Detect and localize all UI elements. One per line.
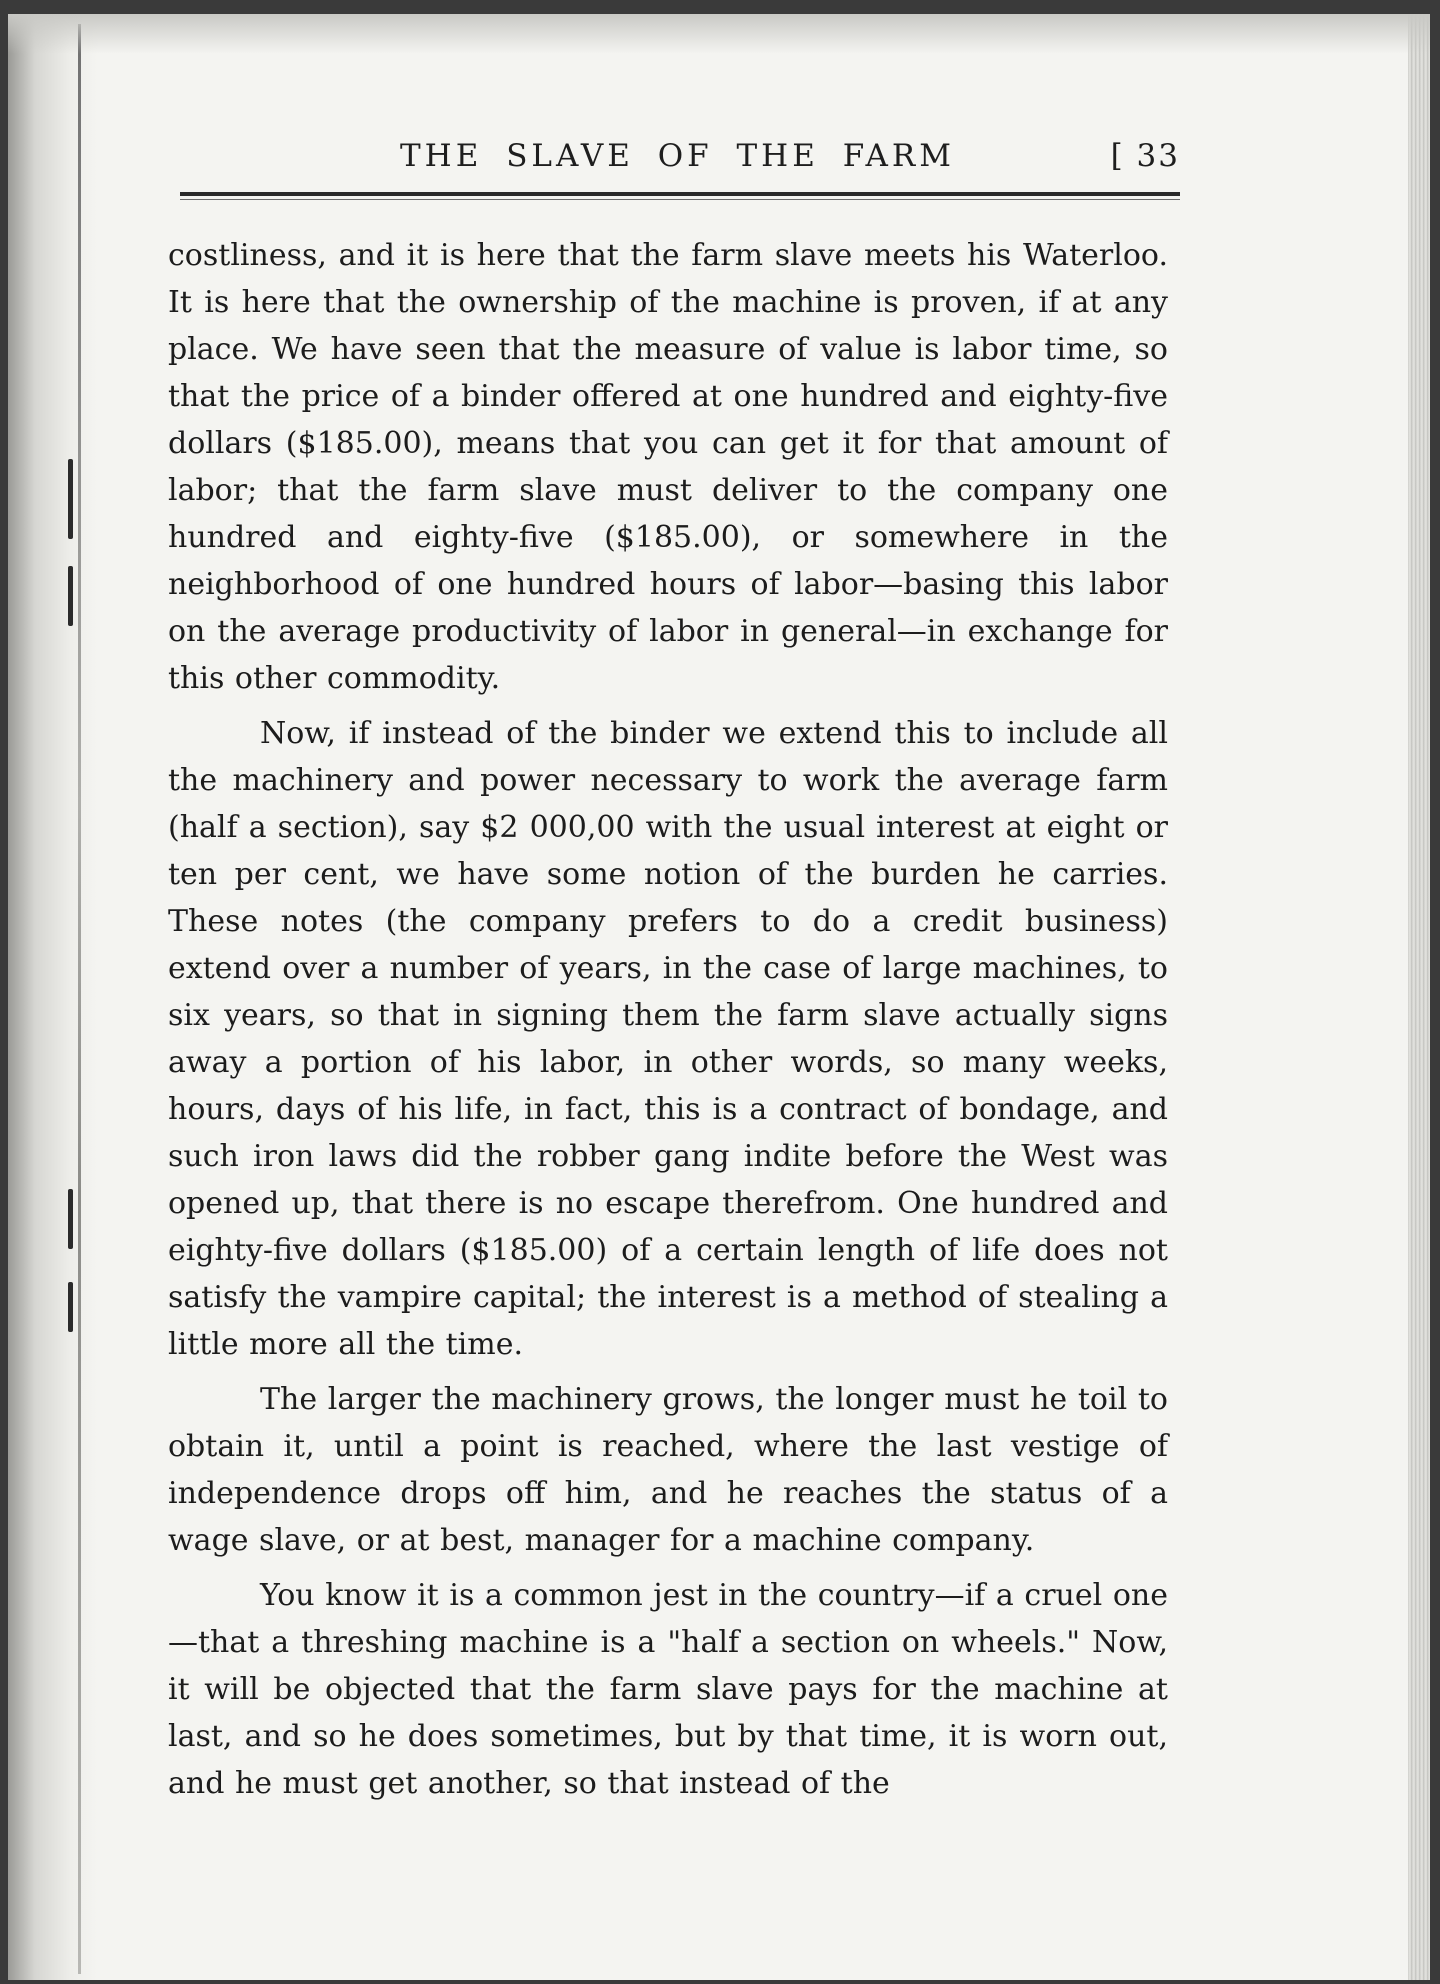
binding-mark [68, 1189, 73, 1249]
page-edge [1408, 14, 1430, 1980]
paragraph-4: You know it is a common jest in the country—if a cruel one—that a threshing machine is a "half a section on wheels." Now, it will be objected that the farm slave pays for the machine at last, and so he does sometimes, but by that time, it is worn out, and he must get another, so that instead of the [168, 1578, 1168, 1801]
page-number: [ 33 [1110, 138, 1180, 174]
running-head [180, 138, 1180, 188]
body-text [168, 232, 1168, 1807]
header-rule-thin [180, 199, 1180, 200]
gutter-shadow [8, 14, 98, 1980]
paragraph-3: The larger the machinery grows, the longer must he toil to obtain it, until a point is reached, where the last vestige of independence drops off him, and he reaches the status of a wage slave, or at best, manager for a machine company. [168, 1382, 1168, 1558]
paragraph-1: costliness, and it is here that the farm slave meets his Waterloo. It is here that the ownership of the machine is proven, if at any place. We have seen that the measure of value is labor time, so that the price of a binder offered at one hundred and eighty-five dollars ($185.00), means that you can get it for that amount of labor; that the farm slave must deliver to the company one hundred and eighty-five ($185.00), or somewhere in the neighborhood of one hundred hours of labor—basing this labor on the average productivity of labor in general—in exchange for this other commodity. [168, 238, 1168, 696]
binding-mark [68, 1282, 73, 1332]
top-shadow [8, 14, 1430, 54]
binding-mark [68, 459, 73, 539]
paragraph-2: Now, if instead of the binder we extend this to include all the machinery and power necessary to work the average farm (half a section), say $2 000,00 with the usual interest at eight or ten per cent, we have some notion of the burden he carries. These notes (the company prefers to do a credit business) extend over a number of years, in the case of large machines, to six years, so that in signing them the farm slave actually signs away a portion of his labor, in other words, so many weeks, hours, days of his life, in fact, this is a contract of bondage, and such iron laws did the robber gang indite before the West was opened up, that there is no escape therefrom. One hundred and eighty-five dollars ($185.00) of a certain length of life does not satisfy the vampire capital; the interest is a method of stealing a little more all the time. [168, 716, 1168, 1362]
running-head-title: THE SLAVE OF THE FARM [400, 138, 955, 174]
spine-edge [78, 24, 81, 1974]
binding-mark [68, 566, 73, 626]
header-rule [180, 192, 1180, 196]
